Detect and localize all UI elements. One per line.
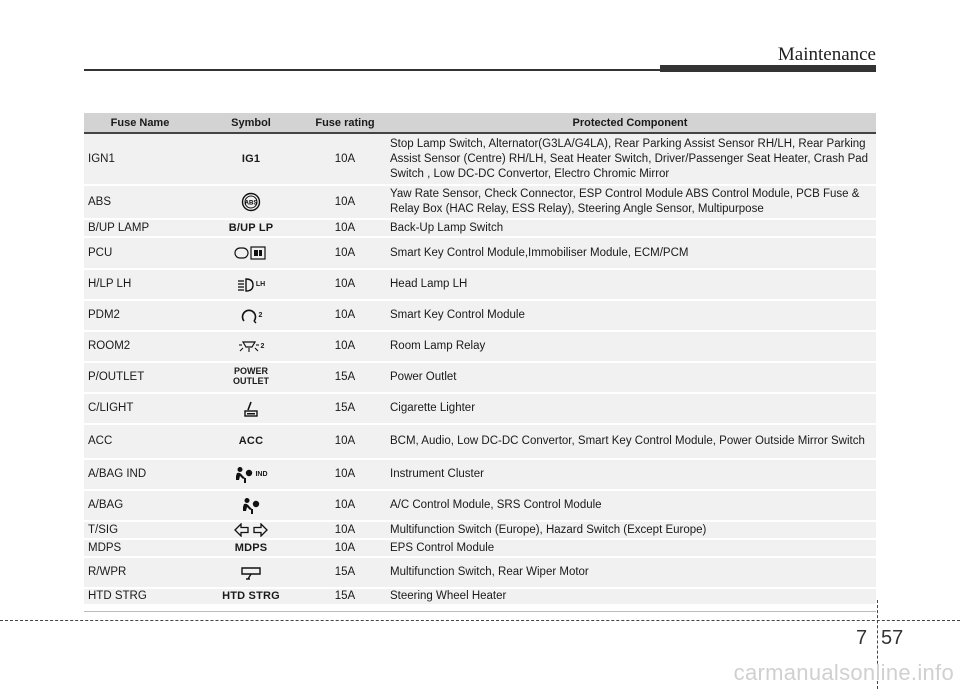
fuse-name-cell: ROOM2 <box>84 331 196 362</box>
fuse-name-cell: H/LP LH <box>84 269 196 300</box>
fuse-symbol-cell <box>196 362 306 393</box>
table-row <box>84 362 876 393</box>
fuse-rating-cell: 10A <box>306 300 384 331</box>
fuse-rating-cell: 15A <box>306 588 384 605</box>
room-lamp-icon <box>238 340 260 352</box>
rear-wiper-icon <box>240 566 262 578</box>
symbol-text: IG1 <box>241 152 261 165</box>
table-row <box>84 219 876 237</box>
watermark: carmanualsonline.info <box>733 660 954 685</box>
section-title: Maintenance <box>777 44 876 65</box>
fuse-table <box>84 113 876 606</box>
fuse-name-cell: C/LIGHT <box>84 393 196 424</box>
protected-component-cell: Room Lamp Relay <box>384 331 876 362</box>
fuse-symbol-cell <box>196 185 306 219</box>
table-bottom-rule <box>84 611 876 612</box>
protected-component-cell: Stop Lamp Switch, Alternator(G3LA/G4LA), Rear Parking Assist Sensor RH/LH, Rear Parking Assist Sensor (Centre) RH/LH, Seat Heater Switch, Driver/Passenger Seat Heater, Crash Pad Switch , Low DC-DC Convertor, Electro Chromic Mirror <box>384 133 876 185</box>
header-bar <box>660 65 876 72</box>
fuse-name-cell: A/BAG <box>84 490 196 521</box>
symbol-tag: 2 <box>260 342 265 350</box>
table-row <box>84 459 876 490</box>
fuse-name-cell: IGN1 <box>84 133 196 185</box>
fuse-name-cell: T/SIG <box>84 521 196 539</box>
col-header-protected-component: Protected Component <box>384 113 876 133</box>
fuse-rating-cell: 10A <box>306 459 384 490</box>
fuse-rating-cell: 10A <box>306 539 384 557</box>
fuse-symbol-cell <box>196 588 306 605</box>
symbol-tag: 2 <box>258 312 263 319</box>
table-row <box>84 393 876 424</box>
fuse-rating-cell: 10A <box>306 331 384 362</box>
fuse-symbol-cell <box>196 393 306 424</box>
symbol-tag: IND <box>255 471 268 478</box>
fuse-symbol-cell <box>196 539 306 557</box>
fuse-symbol-cell <box>196 490 306 521</box>
airbag-icon <box>234 468 254 480</box>
protected-component-cell: Steering Wheel Heater <box>384 588 876 605</box>
fuse-name-cell: ACC <box>84 424 196 459</box>
fuse-symbol-cell <box>196 331 306 362</box>
airbag-icon <box>241 499 261 511</box>
fuse-symbol-cell <box>196 237 306 269</box>
table-row <box>84 521 876 539</box>
turn-signal-icon <box>234 524 268 536</box>
pcu-icon <box>234 247 268 259</box>
headlamp-icon <box>237 278 255 290</box>
fuse-name-cell: PCU <box>84 237 196 269</box>
symbol-text: ACC <box>238 435 264 447</box>
symbol-text <box>233 366 269 386</box>
fuse-rating-cell: 15A <box>306 393 384 424</box>
protected-component-cell: Head Lamp LH <box>384 269 876 300</box>
protected-component-cell: Yaw Rate Sensor, Check Connector, ESP Control Module ABS Control Module, PCB Fuse & Relay Box (HAC Relay, ESS Relay), Steering Angle Sensor, Multipurpose <box>384 185 876 219</box>
fuse-name-cell: MDPS <box>84 539 196 557</box>
fuse-rating-cell: 10A <box>306 237 384 269</box>
protected-component-cell: Back-Up Lamp Switch <box>384 219 876 237</box>
protected-component-cell: Power Outlet <box>384 362 876 393</box>
header-rule <box>84 69 660 71</box>
protected-component-cell: Smart Key Control Module,Immobiliser Module, ECM/PCM <box>384 237 876 269</box>
cigarette-lighter-icon <box>243 402 259 414</box>
col-header-fuse-rating: Fuse rating <box>306 113 384 133</box>
col-header-symbol: Symbol <box>196 113 306 133</box>
symbol-text: HTD STRG <box>222 590 280 602</box>
fuse-name-cell: R/WPR <box>84 557 196 588</box>
fuse-name-cell: B/UP LAMP <box>84 219 196 237</box>
fuse-rating-cell: 10A <box>306 269 384 300</box>
fuse-rating-cell: 10A <box>306 424 384 459</box>
protected-component-cell: EPS Control Module <box>384 539 876 557</box>
fuse-name-cell: HTD STRG <box>84 588 196 605</box>
protected-component-cell: Multifunction Switch (Europe), Hazard Switch (Except Europe) <box>384 521 876 539</box>
fuse-symbol-cell <box>196 424 306 459</box>
fuse-name-cell: ABS <box>84 185 196 219</box>
symbol-text: B/UP LP <box>228 221 274 234</box>
table-row <box>84 185 876 219</box>
fuse-symbol-cell <box>196 459 306 490</box>
fuse-rating-cell: 15A <box>306 362 384 393</box>
table-row <box>84 588 876 605</box>
symbol-text-line1: POWER <box>233 366 268 376</box>
table-row <box>84 331 876 362</box>
table-row <box>84 539 876 557</box>
fuse-symbol-cell <box>196 269 306 300</box>
fuse-symbol-cell <box>196 557 306 588</box>
table-row <box>84 237 876 269</box>
protected-component-cell: BCM, Audio, Low DC-DC Convertor, Smart Key Control Module, Power Outside Mirror Switch <box>384 424 876 459</box>
fuse-name-cell: A/BAG IND <box>84 459 196 490</box>
fuse-rating-cell: 10A <box>306 490 384 521</box>
power-module-icon <box>240 309 258 321</box>
fuse-rating-cell: 10A <box>306 133 384 185</box>
table-row <box>84 133 876 185</box>
protected-component-cell: Multifunction Switch, Rear Wiper Motor <box>384 557 876 588</box>
table-header-row <box>84 113 876 133</box>
symbol-text-line2: OUTLET <box>233 376 269 386</box>
symbol-text: MDPS <box>234 541 268 554</box>
fuse-symbol-cell <box>196 521 306 539</box>
protected-component-cell: Cigarette Lighter <box>384 393 876 424</box>
protected-component-cell: A/C Control Module, SRS Control Module <box>384 490 876 521</box>
table-row <box>84 424 876 459</box>
chapter-number: 7 <box>856 627 868 649</box>
page-number: 57 <box>881 627 904 649</box>
footer-dashed-line <box>0 620 960 621</box>
table-row <box>84 490 876 521</box>
fuse-symbol-cell <box>196 300 306 331</box>
col-header-fuse-name: Fuse Name <box>84 113 196 133</box>
fuse-name-cell: PDM2 <box>84 300 196 331</box>
abs-icon <box>241 196 261 208</box>
fuse-symbol-cell <box>196 133 306 185</box>
table-row <box>84 300 876 331</box>
fuse-symbol-cell <box>196 219 306 237</box>
svg-text:ABS: ABS <box>244 200 258 207</box>
fuse-rating-cell: 10A <box>306 185 384 219</box>
table-row <box>84 269 876 300</box>
protected-component-cell: Instrument Cluster <box>384 459 876 490</box>
fuse-rating-cell: 15A <box>306 557 384 588</box>
fuse-rating-cell: 10A <box>306 521 384 539</box>
table-row <box>84 557 876 588</box>
fuse-name-cell: P/OUTLET <box>84 362 196 393</box>
fuse-rating-cell: 10A <box>306 219 384 237</box>
protected-component-cell: Smart Key Control Module <box>384 300 876 331</box>
symbol-tag: LH <box>255 281 266 288</box>
